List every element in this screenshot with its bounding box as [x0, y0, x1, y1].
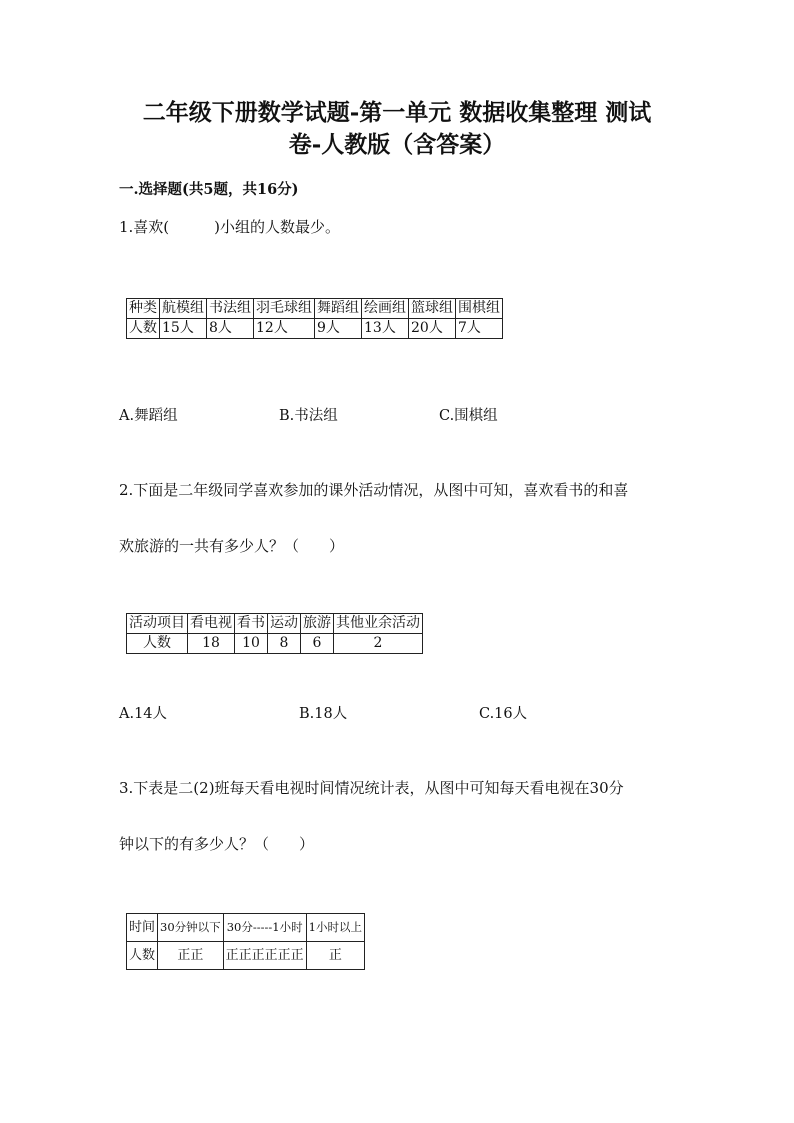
table-cell: 看电视	[188, 614, 235, 634]
table-row	[127, 319, 503, 339]
table-cell: 人数	[127, 634, 188, 654]
table-cell: 18	[188, 634, 235, 654]
table-header-row	[127, 614, 423, 634]
table-row	[127, 634, 423, 654]
table-cell: 正	[306, 942, 364, 970]
question-2-option-a: A.14人	[119, 706, 168, 722]
table-cell: 2	[334, 634, 423, 654]
table-cell: 其他业余活动	[334, 614, 423, 634]
table-cell: 8人	[207, 319, 254, 339]
question-1-option-a: A.舞蹈组	[119, 408, 178, 424]
question-3-table	[126, 913, 365, 970]
document-title-line-2: 卷-人教版（含答案）	[288, 131, 506, 158]
table-cell: 20人	[409, 319, 456, 339]
table-cell: 7人	[456, 319, 503, 339]
table-cell: 看书	[235, 614, 268, 634]
question-3-text-line-1: 3.下表是二(2)班每天看电视时间情况统计表，从图中可知每天看电视在30分	[119, 779, 624, 797]
table-cell: 1小时以上	[306, 914, 364, 942]
table-cell: 书法组	[207, 299, 254, 319]
question-1-option-b: B.书法组	[279, 408, 338, 424]
table-cell: 舞蹈组	[315, 299, 362, 319]
table-cell: 30分-----1小时	[223, 914, 306, 942]
question-2-option-b: B.18人	[299, 706, 348, 722]
table-row	[127, 942, 365, 970]
table-cell: 30分钟以下	[158, 914, 224, 942]
section-heading: 一.选择题(共5题，共16分)	[119, 181, 299, 198]
table-cell: 旅游	[301, 614, 334, 634]
table-cell: 活动项目	[127, 614, 188, 634]
table-cell: 运动	[268, 614, 301, 634]
table-cell: 绘画组	[362, 299, 409, 319]
table-cell: 12人	[254, 319, 315, 339]
table-cell: 正正	[158, 942, 224, 970]
table-cell: 10	[235, 634, 268, 654]
question-3-text-line-2: 钟以下的有多少人？（ ）	[119, 835, 315, 853]
table-cell: 15人	[160, 319, 207, 339]
table-cell: 时间	[127, 914, 158, 942]
table-cell: 种类	[127, 299, 160, 319]
table-cell: 人数	[127, 319, 160, 339]
document-title-line-1: 二年级下册数学试题-第一单元 数据收集整理 测试	[142, 99, 652, 126]
question-1-table	[126, 298, 503, 339]
question-1-text: 1.喜欢( )小组的人数最少。	[119, 218, 341, 236]
table-cell: 人数	[127, 942, 158, 970]
table-cell: 6	[301, 634, 334, 654]
table-cell: 羽毛球组	[254, 299, 315, 319]
question-1-option-c: C.围棋组	[439, 408, 498, 424]
question-2-text-line-1: 2.下面是二年级同学喜欢参加的课外活动情况，从图中可知，喜欢看书的和喜	[119, 481, 629, 499]
question-2-table	[126, 613, 423, 654]
table-cell: 航模组	[160, 299, 207, 319]
question-2-text-line-2: 欢旅游的一共有多少人？（ ）	[119, 537, 345, 555]
question-2-option-c: C.16人	[479, 706, 528, 722]
table-header-row	[127, 914, 365, 942]
table-cell: 围棋组	[456, 299, 503, 319]
table-cell: 篮球组	[409, 299, 456, 319]
table-cell: 8	[268, 634, 301, 654]
table-cell: 13人	[362, 319, 409, 339]
table-cell: 9人	[315, 319, 362, 339]
table-header-row	[127, 299, 503, 319]
table-cell: 正正正正正正	[223, 942, 306, 970]
